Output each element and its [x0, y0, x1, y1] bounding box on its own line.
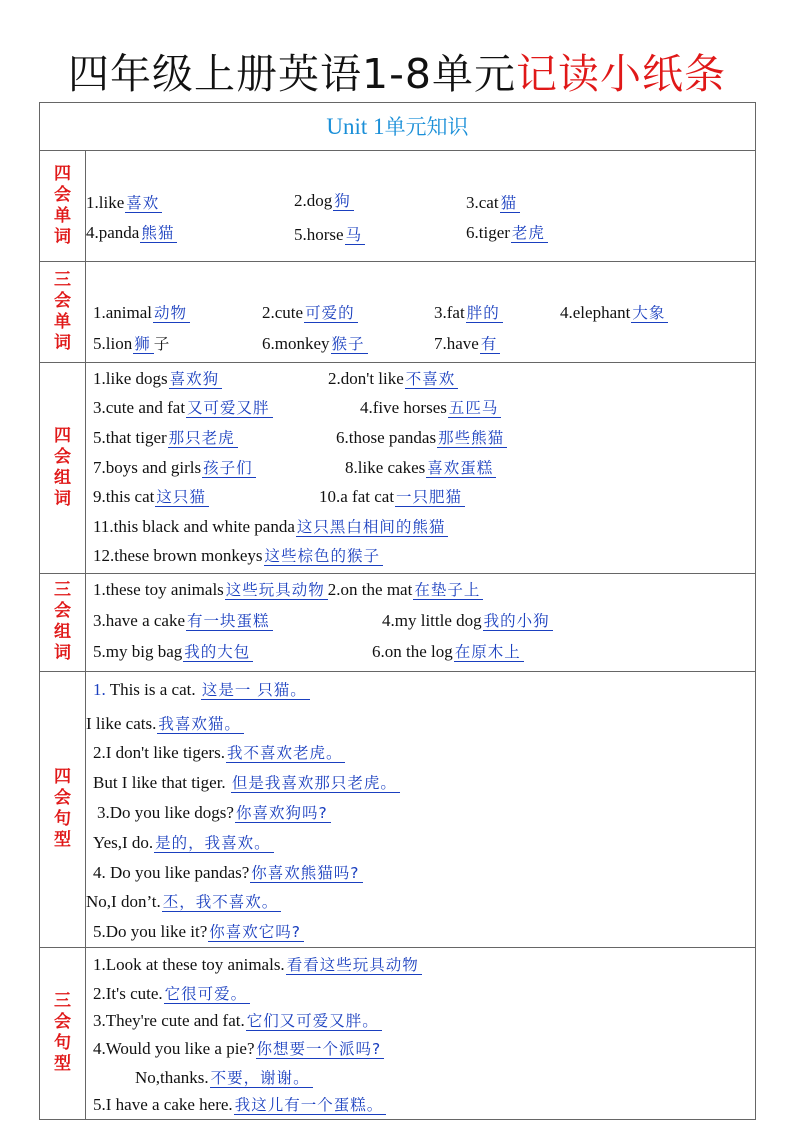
- section-label-char: 会: [54, 1012, 71, 1032]
- english-text: 2.I don't like tigers.: [93, 743, 225, 762]
- english-text: 9.this cat: [93, 487, 155, 506]
- chinese-answer: 大象: [631, 304, 668, 323]
- unit-heading-cn: 单元知识: [384, 115, 469, 139]
- sentence-item: [86, 890, 281, 914]
- chinese-answer: 在原木上: [454, 643, 524, 662]
- phrase-item: [360, 396, 501, 420]
- phrase-item: [93, 640, 253, 664]
- phrase-item: [93, 578, 483, 602]
- english-text: 3.fat: [434, 303, 465, 322]
- word-item: [466, 191, 520, 215]
- section-four-skill-words: [40, 151, 755, 262]
- section-label-char: 会: [54, 290, 71, 311]
- chinese-answer: 又可爱又胖: [186, 399, 273, 418]
- sentence-item: [135, 1066, 313, 1090]
- english-text: 3.Do you like dogs?: [97, 803, 234, 822]
- unit-table: [39, 102, 756, 1120]
- english-text: 1.like dogs: [93, 369, 168, 388]
- english-text: 5.that tiger: [93, 428, 167, 447]
- chinese-answer: 一只肥猫: [395, 488, 465, 507]
- section-label-char: 三: [54, 991, 71, 1011]
- english-text: 子: [153, 335, 170, 353]
- chinese-answer: 老虎: [511, 224, 548, 243]
- chinese-answer: 你喜欢它吗?: [208, 923, 304, 942]
- word-item: [294, 189, 354, 213]
- section-label-char: 会: [54, 185, 71, 205]
- chinese-answer: 它很可爱。: [164, 985, 251, 1004]
- section-label-char: 会: [54, 788, 71, 808]
- chinese-answer: 那只老虎: [168, 429, 238, 448]
- phrase-item: [93, 485, 209, 509]
- section-three-skill-words: [40, 261, 755, 363]
- english-text: 2.don't like: [328, 369, 404, 388]
- word-item: [93, 332, 169, 356]
- english-text: 11.this black and white panda: [93, 517, 295, 536]
- chinese-answer: 五匹马: [448, 399, 502, 418]
- english-text: I like cats.: [86, 714, 157, 733]
- english-text: This is a cat.: [105, 680, 200, 699]
- english-text: Yes,I do.: [93, 833, 154, 852]
- sentence-item: [93, 861, 363, 885]
- english-text: 5.lion: [93, 334, 133, 353]
- chinese-answer: 猴子: [331, 335, 368, 354]
- english-text: 3.have a cake: [93, 611, 186, 630]
- phrase-item: [93, 426, 238, 450]
- sentence-item: [93, 678, 310, 702]
- phrase-item: [328, 367, 458, 391]
- chinese-answer: 胖的: [466, 304, 503, 323]
- sentence-item: [93, 953, 422, 977]
- chinese-answer: 在垫子上: [413, 581, 483, 600]
- sentence-item: [93, 771, 400, 795]
- english-text: 3.They're cute and fat.: [93, 1011, 245, 1030]
- english-text: 1.these toy animals: [93, 580, 224, 599]
- section-label: [40, 671, 86, 947]
- title-main: 四年级上册英语1-8单元: [68, 50, 516, 98]
- phrase-item: [93, 396, 273, 420]
- english-text: 2.It's cute.: [93, 984, 163, 1003]
- phrase-item: [93, 544, 383, 568]
- section-label-char: 单: [54, 311, 71, 332]
- word-item: [434, 332, 500, 356]
- english-text: But I like that tiger.: [93, 773, 230, 792]
- chinese-answer: 看看这些玩具动物: [286, 956, 422, 975]
- section-four-skill-phrases: [40, 362, 755, 574]
- chinese-answer: 熊猫: [140, 224, 177, 243]
- english-text: 5.Do you like it?: [93, 922, 208, 941]
- english-text: 6.on the log: [372, 642, 453, 661]
- section-label: [40, 151, 86, 261]
- section-three-skill-sentences: [40, 947, 755, 1119]
- section-label: [40, 362, 86, 573]
- section-label-char: 三: [54, 269, 71, 290]
- sentence-item: [93, 1009, 382, 1033]
- english-text: 4.panda: [86, 223, 140, 242]
- section-label-char: 型: [54, 1054, 71, 1074]
- title-highlight: 记读小纸条: [515, 50, 726, 98]
- english-text: 2.cute: [262, 303, 304, 322]
- section-label-char: 会: [54, 446, 71, 467]
- chinese-answer: 喜欢: [125, 194, 162, 213]
- phrase-item: [93, 456, 256, 480]
- section-label-char: 词: [54, 488, 71, 509]
- chinese-answer: 是的，我喜欢。: [154, 834, 274, 853]
- sentence-item: [93, 1093, 386, 1117]
- chinese-answer: 动物: [153, 304, 190, 323]
- word-item: [294, 223, 365, 247]
- english-text: 2.on the mat: [327, 580, 413, 599]
- english-text: 1.like: [86, 193, 125, 212]
- chinese-answer: 你想要一个派吗?: [256, 1040, 385, 1059]
- chinese-answer: 孩子们: [202, 459, 256, 478]
- english-text: 6.those pandas: [336, 428, 437, 447]
- word-item: [434, 301, 503, 325]
- sentence-item: [93, 1037, 384, 1061]
- phrase-item: [93, 609, 273, 633]
- chinese-answer: 狮: [133, 335, 154, 354]
- chinese-answer: 你喜欢熊猫吗?: [250, 864, 362, 883]
- chinese-answer: 我喜欢猫。: [157, 715, 244, 734]
- section-label-char: 四: [54, 425, 71, 446]
- section-label-char: 词: [54, 227, 71, 247]
- section-label: [40, 947, 86, 1119]
- chinese-answer: 我不喜欢老虎。: [226, 744, 346, 763]
- english-text: 4.Would you like a pie?: [93, 1039, 255, 1058]
- phrase-item: [319, 485, 465, 509]
- page-title: [0, 44, 794, 104]
- section-label-char: 词: [54, 643, 71, 663]
- word-item: [560, 301, 668, 325]
- chinese-answer: 它们又可爱又胖。: [246, 1012, 382, 1031]
- section-label-char: 句: [54, 1033, 71, 1053]
- section-label-char: 组: [54, 622, 71, 642]
- english-text: 6.tiger: [466, 223, 510, 242]
- english-text: 5.my big bag: [93, 642, 183, 661]
- section-label: [40, 261, 86, 362]
- chinese-answer: 这些玩具动物: [225, 581, 328, 600]
- chinese-answer: 这是一 只猫。: [201, 681, 310, 700]
- phrase-item: [372, 640, 524, 664]
- chinese-answer: 猫: [500, 194, 521, 213]
- section-label-char: 组: [54, 467, 71, 488]
- word-item: [86, 191, 162, 215]
- chinese-answer: 那些熊猫: [437, 429, 507, 448]
- phrase-item: [93, 367, 222, 391]
- english-text: 5.I have a cake here.: [93, 1095, 233, 1114]
- english-text: 10.a fat cat: [319, 487, 395, 506]
- phrase-item: [382, 609, 553, 633]
- english-text: No,thanks.: [135, 1068, 209, 1087]
- english-text: 3.cute and fat: [93, 398, 186, 417]
- english-text: 7.boys and girls: [93, 458, 202, 477]
- english-text: 8.like cakes: [345, 458, 426, 477]
- chinese-answer: 这只猫: [155, 488, 209, 507]
- sentence-item: [93, 982, 250, 1006]
- english-text: 4.five horses: [360, 398, 447, 417]
- phrase-item: [93, 515, 448, 539]
- chinese-answer: 我这儿有一个蛋糕。: [234, 1096, 387, 1115]
- english-text: 2.dog: [294, 191, 333, 210]
- section-label: [40, 573, 86, 671]
- unit-heading-en: Unit 1: [326, 114, 385, 139]
- section-label-char: 单: [54, 206, 71, 226]
- english-text: 3.cat: [466, 193, 499, 212]
- section-label-char: 四: [54, 767, 71, 787]
- section-three-skill-phrases: [40, 573, 755, 672]
- chinese-answer: 丕，我不喜欢。: [162, 893, 282, 912]
- chinese-answer: 喜欢狗: [169, 370, 223, 389]
- phrase-item: [345, 456, 496, 480]
- phrase-item: [336, 426, 507, 450]
- sentence-item: [93, 831, 274, 855]
- word-item: [262, 332, 368, 356]
- english-text: 1.: [93, 680, 106, 699]
- word-item: [86, 221, 177, 245]
- english-text: 4.my little dog: [382, 611, 482, 630]
- word-item: [93, 301, 190, 325]
- section-label-char: 句: [54, 809, 71, 829]
- english-text: No,I don’t.: [86, 892, 161, 911]
- sentence-item: [93, 920, 304, 944]
- english-text: 12.these brown monkeys: [93, 546, 263, 565]
- section-four-skill-sentences: [40, 671, 755, 948]
- section-label-char: 型: [54, 830, 71, 850]
- chinese-answer: 不要，谢谢。: [210, 1069, 313, 1088]
- section-label-char: 词: [54, 332, 71, 353]
- chinese-answer: 这只黑白相间的熊猫: [296, 518, 449, 537]
- english-text: 4.elephant: [560, 303, 631, 322]
- unit-heading: [40, 103, 755, 151]
- chinese-answer: 但是我喜欢那只老虎。: [231, 774, 400, 793]
- english-text: 1.Look at these toy animals.: [93, 955, 285, 974]
- chinese-answer: 有: [480, 335, 501, 354]
- sentence-item: [97, 801, 331, 825]
- english-text: 6.monkey: [262, 334, 330, 353]
- word-item: [466, 221, 548, 245]
- chinese-answer: 我的大包: [183, 643, 253, 662]
- section-label-char: 会: [54, 601, 71, 621]
- sentence-item: [86, 712, 244, 736]
- section-label-char: 三: [54, 580, 71, 600]
- chinese-answer: 这些棕色的猴子: [264, 547, 384, 566]
- chinese-answer: 马: [345, 226, 366, 245]
- chinese-answer: 可爱的: [304, 304, 358, 323]
- chinese-answer: 你喜欢狗吗?: [235, 804, 331, 823]
- chinese-answer: 我的小狗: [483, 612, 553, 631]
- chinese-answer: 喜欢蛋糕: [426, 459, 496, 478]
- section-label-char: 四: [54, 164, 71, 184]
- english-text: 1.animal: [93, 303, 153, 322]
- sentence-item: [93, 741, 345, 765]
- english-text: 5.horse: [294, 225, 344, 244]
- word-item: [262, 301, 358, 325]
- chinese-answer: 有一块蛋糕: [186, 612, 273, 631]
- chinese-answer: 狗: [333, 192, 354, 211]
- english-text: 4. Do you like pandas?: [93, 863, 250, 882]
- english-text: 7.have: [434, 334, 479, 353]
- chinese-answer: 不喜欢: [405, 370, 459, 389]
